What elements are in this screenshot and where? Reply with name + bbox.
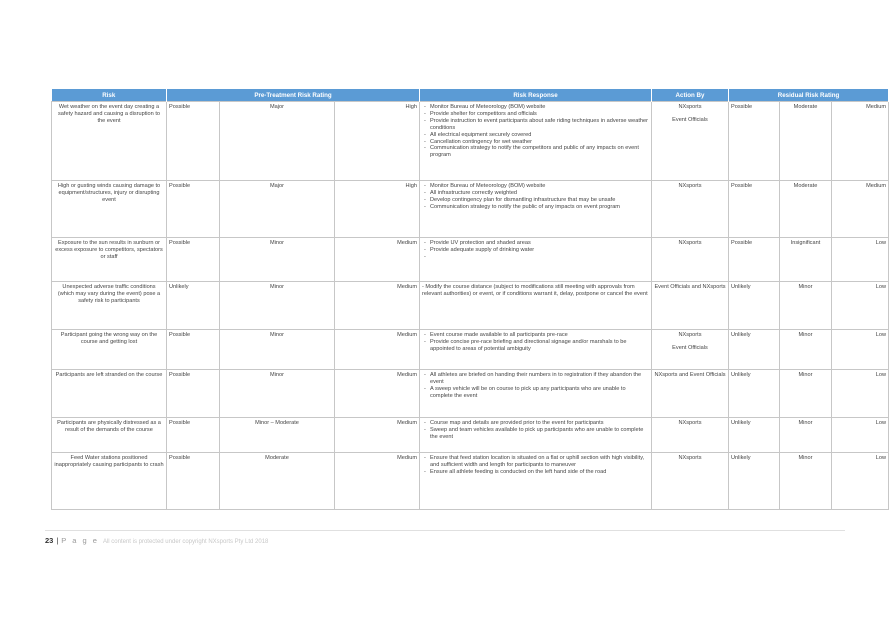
response-item: - Provide UV protection and shaded areas <box>430 240 649 247</box>
residual-likelihood: Unlikely <box>729 282 780 330</box>
page-number: 23 <box>45 536 54 545</box>
risk-cell: Exposure to the sun results in sunburn or excess exposure to competitors, spectators or staff <box>52 238 167 282</box>
risk-cell: Wet weather on the event day creating a safety hazard and causing a disruption to the event <box>52 102 167 181</box>
action-entry: NXsports <box>678 332 702 338</box>
residual-rating: Low <box>832 330 889 370</box>
response-item: - Sweep and team vehicles available to pick up participants who are unable to complete the event <box>430 427 649 441</box>
risk-cell: Unexpected adverse traffic conditions (which may vary during the event) pose a safety risk to participants <box>52 282 167 330</box>
pre-consequence: Minor <box>220 238 335 282</box>
residual-likelihood: Possible <box>729 238 780 282</box>
residual-consequence: Minor <box>780 282 832 330</box>
page-label: P a g e <box>61 536 99 545</box>
residual-likelihood: Unlikely <box>729 453 780 510</box>
response-item: - Provide adequate supply of drinking water <box>430 247 649 254</box>
response-item: - Event course made available to all participants pre-race <box>430 332 649 339</box>
risk-cell: Participants are physically distressed as a result of the demands of the course <box>52 418 167 453</box>
action-cell <box>652 418 729 453</box>
action-entry: NXsports <box>678 240 702 246</box>
action-cell <box>652 453 729 510</box>
residual-likelihood: Unlikely <box>729 370 780 418</box>
response-item: - Cancellation contingency for wet weather <box>430 139 649 146</box>
response-cell <box>420 370 652 418</box>
action-entry: Event Officials and NXsports <box>654 284 726 290</box>
risk-cell: High or gusting winds causing damage to equipment/structures, injury or disrupting event <box>52 181 167 238</box>
pre-consequence: Minor <box>220 282 335 330</box>
residual-rating: Low <box>832 453 889 510</box>
pre-consequence: Major <box>220 102 335 181</box>
action-cell <box>652 102 729 181</box>
action-entry: NXsports and Event Officials <box>654 372 726 378</box>
table-header-row <box>52 89 889 102</box>
response-item: - All athletes are briefed on handing their numbers in to registration if they abandon the event <box>430 372 649 386</box>
action-entry: NXsports <box>678 455 702 461</box>
residual-consequence: Insignificant <box>780 238 832 282</box>
action-entry: Event Officials <box>672 344 708 351</box>
response-item: - Communication strategy to notify the competitors and public of any impacts on event program <box>430 145 649 159</box>
response-item: - Course map and details are provided prior to the event for participants <box>430 420 649 427</box>
table-row <box>52 181 889 238</box>
response-cell <box>420 330 652 370</box>
residual-rating: Low <box>832 418 889 453</box>
response-cell <box>420 238 652 282</box>
footer-separator: | <box>56 536 59 545</box>
risk-table <box>51 89 889 510</box>
action-entry: NXsports <box>678 420 702 426</box>
table-row <box>52 282 889 330</box>
residual-consequence: Minor <box>780 453 832 510</box>
response-cell <box>420 418 652 453</box>
residual-consequence: Moderate <box>780 181 832 238</box>
response-cell <box>420 102 652 181</box>
residual-rating: Medium <box>832 102 889 181</box>
response-item: - Develop contingency plan for dismantling infrastructure that may be unsafe <box>430 197 649 204</box>
pre-consequence: Minor <box>220 370 335 418</box>
pre-rating: Medium <box>335 330 420 370</box>
response-cell <box>420 453 652 510</box>
copyright-notice: All content is protected under copyright NXsports Pty Ltd 2018 <box>102 539 269 545</box>
pre-consequence: Minor – Moderate <box>220 418 335 453</box>
risk-cell: Participant going the wrong way on the course and getting lost <box>52 330 167 370</box>
pre-rating: High <box>335 181 420 238</box>
risk-cell: Participants are left stranded on the course <box>52 370 167 418</box>
pre-likelihood: Possible <box>167 453 220 510</box>
pre-rating: Medium <box>335 282 420 330</box>
residual-likelihood: Possible <box>729 181 780 238</box>
residual-likelihood: Unlikely <box>729 330 780 370</box>
action-entry: Event Officials <box>672 116 708 123</box>
page-footer <box>45 536 268 545</box>
action-cell <box>652 370 729 418</box>
response-cell: - Modify the course distance (subject to modifications still meeting with approvals from relevant authorities) or event, or if conditions warrant it, delay, postpone or cancel the event <box>420 282 652 330</box>
pre-rating: Medium <box>335 418 420 453</box>
table-row <box>52 330 889 370</box>
response-item: - All infrastructure correctly weighted <box>430 190 649 197</box>
header-action-by: Action By <box>652 89 729 102</box>
residual-consequence: Minor <box>780 330 832 370</box>
risk-cell: Feed Water stations positioned inappropriately causing participants to crash <box>52 453 167 510</box>
response-item: - Monitor Bureau of Meteorology (BOM) website <box>430 104 649 111</box>
residual-rating: Low <box>832 282 889 330</box>
table-row <box>52 238 889 282</box>
pre-likelihood: Possible <box>167 238 220 282</box>
response-item: - A sweep vehicle will be on course to pick up any participants who are unable to complete the event <box>430 386 649 400</box>
pre-rating: High <box>335 102 420 181</box>
action-entry: NXsports <box>678 104 702 110</box>
table-row <box>52 418 889 453</box>
header-risk-response: Risk Response <box>420 89 652 102</box>
pre-consequence: Moderate <box>220 453 335 510</box>
pre-rating: Medium <box>335 370 420 418</box>
pre-likelihood: Possible <box>167 370 220 418</box>
pre-likelihood: Possible <box>167 418 220 453</box>
residual-rating: Low <box>832 238 889 282</box>
residual-consequence: Minor <box>780 418 832 453</box>
residual-rating: Medium <box>832 181 889 238</box>
response-item: - Communication strategy to notify the public of any impacts on event program <box>430 204 649 211</box>
residual-likelihood: Possible <box>729 102 780 181</box>
response-item: - Provide instruction to event participants about safe riding techniques in adverse weather conditions <box>430 118 649 132</box>
table-row <box>52 370 889 418</box>
header-risk: Risk <box>52 89 167 102</box>
residual-consequence: Minor <box>780 370 832 418</box>
pre-rating: Medium <box>335 238 420 282</box>
pre-rating: Medium <box>335 453 420 510</box>
table-row <box>52 453 889 510</box>
response-item: - All electrical equipment securely covered <box>430 132 649 139</box>
action-entry: NXsports <box>678 183 702 189</box>
response-item: - Provide shelter for competitors and officials <box>430 111 649 118</box>
residual-consequence: Moderate <box>780 102 832 181</box>
pre-likelihood: Possible <box>167 330 220 370</box>
footer-divider <box>45 530 845 531</box>
residual-rating: Low <box>832 370 889 418</box>
action-cell <box>652 238 729 282</box>
pre-consequence: Minor <box>220 330 335 370</box>
response-cell <box>420 181 652 238</box>
action-cell <box>652 330 729 370</box>
pre-consequence: Major <box>220 181 335 238</box>
header-pre-treatment: Pre-Treatment Risk Rating <box>167 89 420 102</box>
pre-likelihood: Unlikely <box>167 282 220 330</box>
pre-likelihood: Possible <box>167 102 220 181</box>
table-row <box>52 102 889 181</box>
header-residual: Residual Risk Rating <box>729 89 889 102</box>
pre-likelihood: Possible <box>167 181 220 238</box>
response-item: - Monitor Bureau of Meteorology (BOM) website <box>430 183 649 190</box>
response-item: - Provide concise pre-race briefing and directional signage and/or marshals to be appointed to areas of potential ambiguity <box>430 339 649 353</box>
residual-likelihood: Unlikely <box>729 418 780 453</box>
action-cell <box>652 282 729 330</box>
response-item: - Ensure that feed station location is situated on a flat or uphill section with high visibility, and sufficient width and length for participants to maneuver <box>430 455 649 469</box>
action-cell <box>652 181 729 238</box>
response-item: - Ensure all athlete feeding is conducted on the left hand side of the road <box>430 469 649 476</box>
